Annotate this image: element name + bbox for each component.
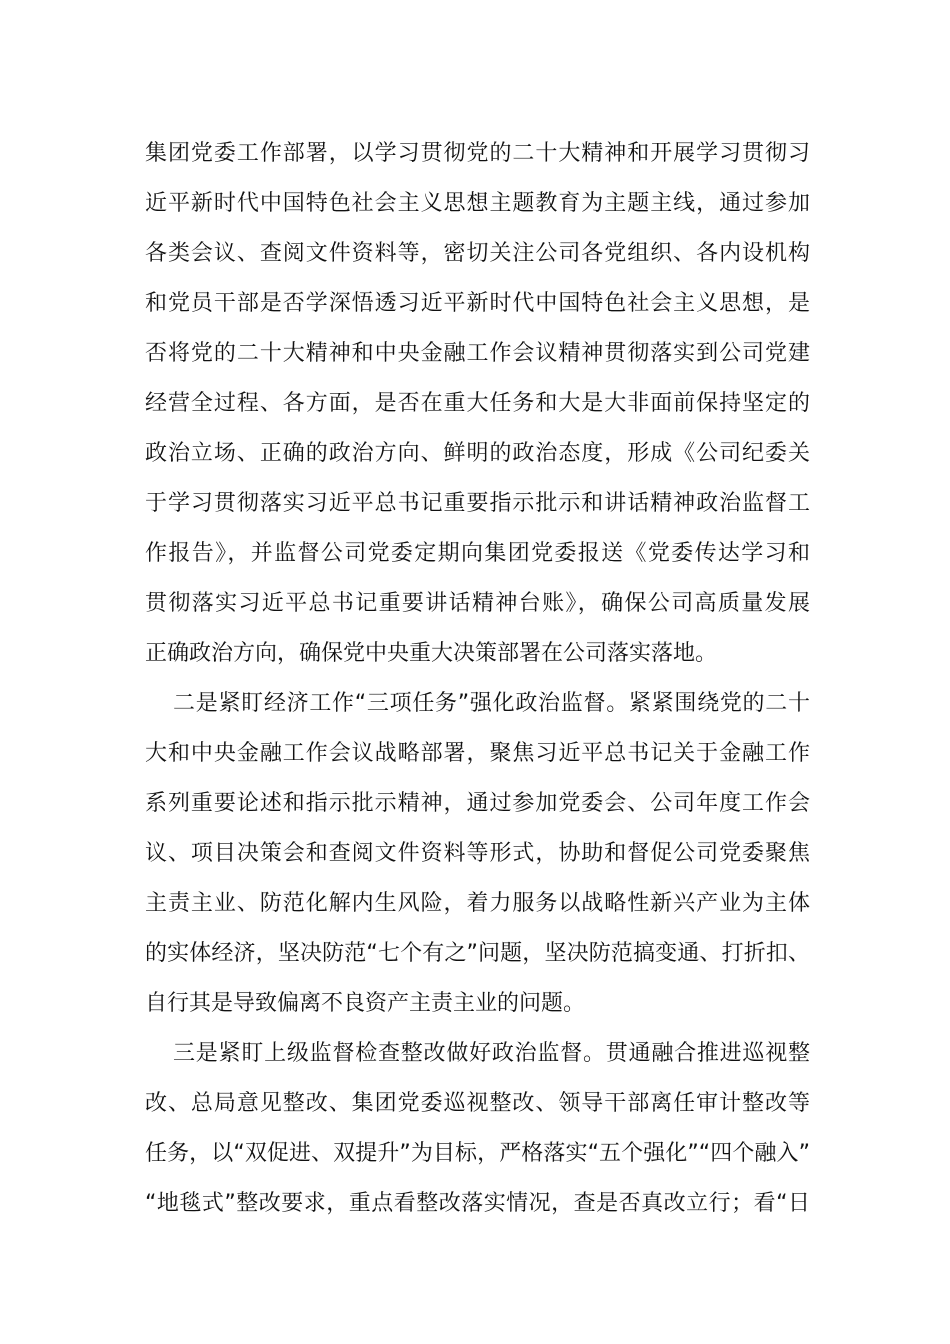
text-line: 贯彻落实习近平总书记重要讲话精神台账》，确保公司高质量发展 (145, 591, 810, 616)
text-line: 议、项目决策会和查阅文件资料等形式，协助和督促公司党委聚焦 (145, 841, 810, 866)
text-line: 正确政治方向，确保党中央重大决策部署在公司落实落地。 (145, 641, 718, 666)
text-line: 于学习贯彻落实习近平总书记重要指示批示和讲话精神政治监督工 (145, 491, 810, 516)
text-line: 和党员干部是否学深悟透习近平新时代中国特色社会主义思想，是 (145, 291, 810, 316)
text-line: 二是紧盯经济工作“三项任务”强化政治监督。紧紧围绕党的二十 (173, 691, 810, 716)
text-line: 大和中央金融工作会议战略部署，聚焦习近平总书记关于金融工作 (145, 741, 810, 766)
text-line: 经营全过程、各方面，是否在重大任务和大是大非面前保持坚定的 (145, 391, 810, 416)
document-body (145, 129, 810, 1229)
text-line: 自行其是导致偏离不良资产主责主业的问题。 (145, 991, 586, 1016)
text-line: “地毯式”整改要求，重点看整改落实情况，查是否真改立行；看“日 (145, 1191, 810, 1216)
text-line: 否将党的二十大精神和中央金融工作会议精神贯彻落实到公司党建 (145, 341, 810, 366)
text-line: 作报告》，并监督公司党委定期向集团党委报送《党委传达学习和 (145, 541, 810, 566)
text-line: 改、总局意见整改、集团党委巡视整改、领导干部离任审计整改等 (145, 1091, 810, 1116)
text-line: 的实体经济，坚决防范“七个有之”问题，坚决防范搞变通、打折扣、 (145, 941, 810, 966)
text-line: 各类会议、查阅文件资料等，密切关注公司各党组织、各内设机构 (145, 241, 810, 266)
paragraph-2 (145, 679, 810, 1029)
text-line: 政治立场、正确的政治方向、鲜明的政治态度，形成《公司纪委关 (145, 441, 810, 466)
text-line: 集团党委工作部署，以学习贯彻党的二十大精神和开展学习贯彻习 (145, 141, 810, 166)
text-line: 系列重要论述和指示批示精神，通过参加党委会、公司年度工作会 (145, 791, 810, 816)
paragraph-3 (145, 1029, 810, 1229)
text-line: 近平新时代中国特色社会主义思想主题教育为主题主线，通过参加 (145, 191, 810, 216)
text-line: 三是紧盯上级监督检查整改做好政治监督。贯通融合推进巡视整 (173, 1041, 810, 1066)
text-line: 任务，以“双促进、双提升”为目标，严格落实“五个强化”“四个融入” (145, 1141, 810, 1166)
paragraph-1 (145, 129, 810, 679)
text-line: 主责主业、防范化解内生风险，着力服务以战略性新兴产业为主体 (145, 891, 810, 916)
